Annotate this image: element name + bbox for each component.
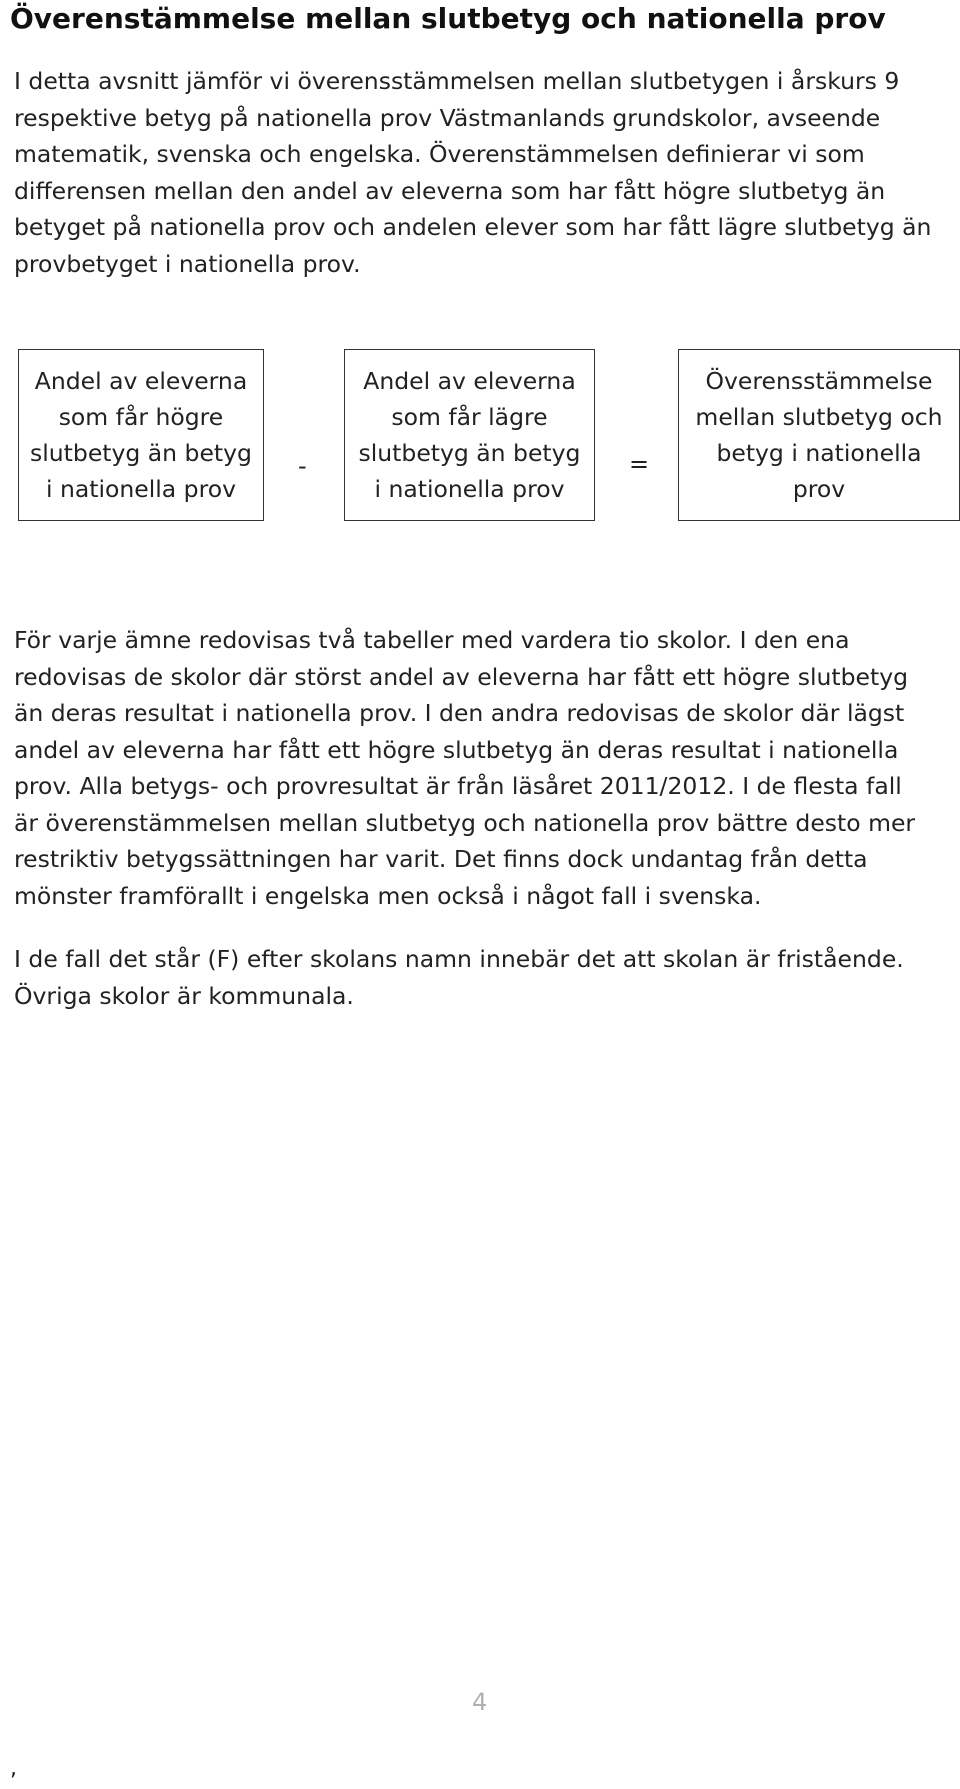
formula-box-higher-text: Andel av eleverna som får högre slutbetyg än betyg i nationella prov <box>30 367 252 503</box>
body-line: För varje ämne redovisas två tabeller med vardera tio skolor. I den ena <box>14 626 850 654</box>
formula-box-result-text: Överensstämmelse mellan slutbetyg och betyg i nationella prov <box>695 367 943 503</box>
intro-line: respektive betyg på nationella prov Västmanlands grundskolor, avseende <box>14 103 881 132</box>
body-paragraph <box>14 622 949 914</box>
intro-line: matematik, svenska och engelska. Överenstämmelsen definierar vi som <box>14 140 865 168</box>
minus-operator: - <box>298 452 307 480</box>
body-line: mönster framförallt i engelska men också i något fall i svenska. <box>14 881 762 910</box>
intro-paragraph <box>14 63 949 282</box>
note-line: Övriga skolor är kommunala. <box>14 981 354 1010</box>
body-line: prov. Alla betygs- och provresultat är från läsåret 2011/2012. I de flesta fall <box>14 772 902 800</box>
formula-box-result <box>678 349 960 521</box>
body-line: andel av eleverna har fått ett högre slutbetyg än deras resultat i nationella <box>14 735 899 764</box>
note-paragraph <box>14 941 949 1014</box>
body-line: är överenstämmelsen mellan slutbetyg och nationella prov bättre desto mer <box>14 808 916 837</box>
body-line: än deras resultat i nationella prov. I den andra redovisas de skolor där lägst <box>14 699 905 727</box>
section-heading: Överenstämmelse mellan slutbetyg och nationella prov <box>10 2 886 35</box>
intro-line: differensen mellan den andel av eleverna som har fått högre slutbetyg än <box>14 176 886 205</box>
equals-operator: = <box>629 450 650 478</box>
formula-box-higher-share <box>18 349 264 521</box>
body-line: restriktiv betygssättningen har varit. Det finns dock undantag från detta <box>14 845 868 873</box>
intro-line: betyget på nationella prov och andelen elever som har fått lägre slutbetyg än <box>14 213 932 241</box>
note-line: I de fall det står (F) efter skolans namn innebär det att skolan är fristående. <box>14 945 904 973</box>
page-number: 4 <box>472 1688 488 1716</box>
formula-box-lower-text: Andel av eleverna som får lägre slutbetyg än betyg i nationella prov <box>358 367 581 503</box>
formula-box-lower-share <box>344 349 595 521</box>
intro-line: I detta avsnitt jämför vi överensstämmelsen mellan slutbetygen i årskurs 9 <box>14 67 900 95</box>
body-line: redovisas de skolor där störst andel av eleverna har fått ett högre slutbetyg <box>14 662 909 691</box>
intro-line: provbetyget i nationella prov. <box>14 249 361 278</box>
stray-mark: , <box>10 1756 17 1781</box>
